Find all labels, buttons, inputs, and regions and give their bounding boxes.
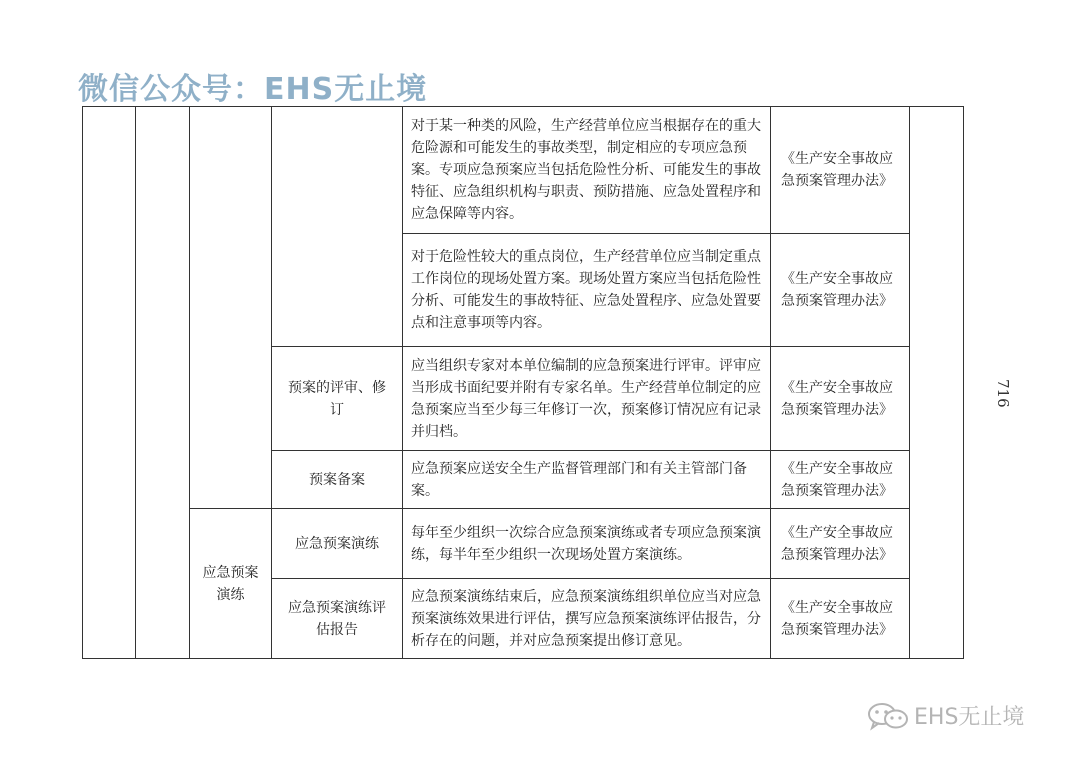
table-row: [83, 107, 964, 234]
col-c-cell: [190, 107, 272, 509]
basis-cell: 《生产安全事故应急预案管理办法》: [771, 509, 910, 579]
basis-cell: 《生产安全事故应急预案管理办法》: [771, 107, 910, 234]
page-number: 716: [994, 379, 1012, 408]
basis-cell: 《生产安全事故应急预案管理办法》: [771, 451, 910, 509]
requirement-cell: 应急预案演练结束后，应急预案演练组织单位应当对应急预案演练效果进行评估，撰写应急预案演练评估报告，分析存在的问题，并对应急预案提出修订意见。: [403, 579, 771, 659]
basis-cell: 《生产安全事故应急预案管理办法》: [771, 347, 910, 451]
col-g-cell: [910, 107, 964, 659]
requirement-cell: 每年至少组织一次综合应急预案演练或者专项应急预案演练，每半年至少组织一次现场处置方案演练。: [403, 509, 771, 579]
basis-cell: 《生产安全事故应急预案管理办法》: [771, 579, 910, 659]
requirement-cell: 对于危险性较大的重点岗位，生产经营单位应当制定重点工作岗位的现场处置方案。现场处置方案应当包括危险性分析、可能发生的事故特征、应急处置程序、应急处置要点和注意事项等内容。: [403, 234, 771, 347]
wechat-icon: [866, 701, 910, 731]
requirement-cell: 应急预案应送安全生产监督管理部门和有关主管部门备案。: [403, 451, 771, 509]
item-cell: 预案的评审、修订: [272, 347, 403, 451]
col-b-cell: [136, 107, 190, 659]
table-row: [83, 509, 964, 579]
footer-watermark-text: EHS无止境: [914, 705, 1025, 730]
requirement-cell: 对于某一种类的风险，生产经营单位应当根据存在的重大危险源和可能发生的事故类型，制定相应的专项应急预案。专项应急预案应当包括危险性分析、可能发生的事故特征、应急组织机构与职责、预防措施、应急处置程序和应急保障等内容。: [403, 107, 771, 234]
item-cell: 应急预案演练: [272, 509, 403, 579]
group-cell: 应急预案演练: [190, 509, 272, 659]
item-cell: 应急预案演练评估报告: [272, 579, 403, 659]
regulation-table: [82, 106, 964, 659]
col-a-cell: [83, 107, 136, 659]
footer-watermark: [866, 700, 1024, 731]
basis-cell: 《生产安全事故应急预案管理办法》: [771, 234, 910, 347]
item-cell-empty: [272, 107, 403, 347]
watermark-title: 微信公众号：EHS无止境: [78, 72, 428, 107]
requirement-cell: 应当组织专家对本单位编制的应急预案进行评审。评审应当形成书面纪要并附有专家名单。生产经营单位制定的应急预案应当至少每三年修订一次，预案修订情况应有记录并归档。: [403, 347, 771, 451]
item-cell: 预案备案: [272, 451, 403, 509]
